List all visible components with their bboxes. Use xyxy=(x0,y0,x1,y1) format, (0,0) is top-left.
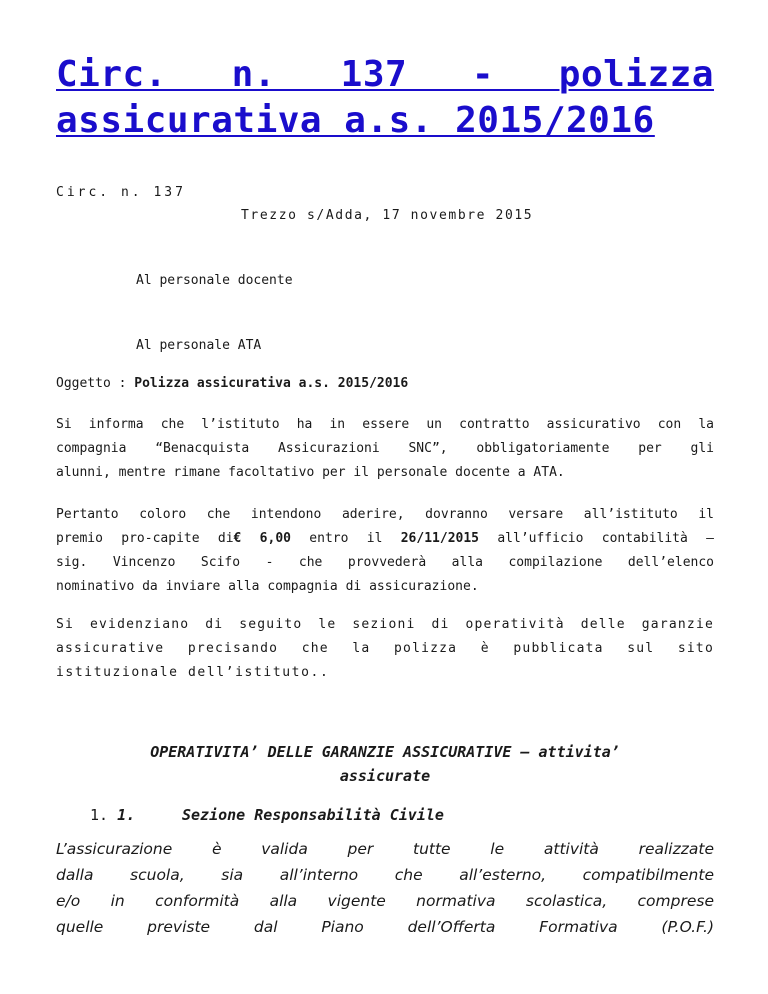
text-segment: all’ufficio contabilità – xyxy=(479,531,714,546)
list-marker-text: 1. xyxy=(90,806,118,824)
subject-label: Oggetto : xyxy=(56,376,135,391)
paragraph-line: alunni, mentre rimane facoltativo per il personale docente a ATA. xyxy=(56,465,565,480)
paragraph-line: dalla scuola, sia all’interno che all’esterno, compatibilmente xyxy=(56,866,714,884)
text-segment: premio pro-capite di xyxy=(56,531,234,546)
subject-text: Polizza assicurativa a.s. 2015/2016 xyxy=(134,376,409,391)
paragraph-liability xyxy=(56,836,714,940)
paragraph-line: Pertanto coloro che intendono aderire, dovranno versare all’istituto il xyxy=(56,507,714,522)
title-link[interactable]: Circ. n. 137 - polizza assicurativa a.s. 2015/2016 xyxy=(56,54,714,141)
recipient-teachers: Al personale docente xyxy=(136,273,293,288)
paragraph-line: e/o in conformità alla vigente normativa scolastica, comprese xyxy=(56,892,714,910)
text-segment: entro il xyxy=(290,531,401,546)
section-heading xyxy=(56,740,714,788)
premium-amount: € 6,00 xyxy=(233,531,291,546)
paragraph-line-amount xyxy=(56,527,714,551)
paragraph-line: nominativo da inviare alla compagnia di assicurazione. xyxy=(56,579,479,594)
section-1-title xyxy=(56,806,444,824)
paragraph-intro xyxy=(56,413,714,485)
paragraph-line: assicurative precisando che la polizza è pubblicata sul sito xyxy=(56,641,714,656)
page-title xyxy=(56,52,714,144)
section-number: 1. xyxy=(117,806,136,824)
deadline-date: 26/11/2015 xyxy=(400,531,480,546)
heading-line: assicurate xyxy=(339,767,431,785)
paragraph-line: sig. Vincenzo Scifo - che provvederà alla compilazione dell’elenco xyxy=(56,555,714,570)
paragraph-line: Si evidenziano di seguito le sezioni di operatività delle garanzie xyxy=(56,617,714,632)
subject-line xyxy=(56,376,408,391)
list-marker xyxy=(56,806,152,824)
paragraph-line: Si informa che l’istituto ha in essere un contratto assicurativo con la xyxy=(56,417,714,432)
paragraph-line: L’assicurazione è valida per tutte le attività realizzate xyxy=(56,840,714,858)
paragraph-line: compagnia “Benacquista Assicurazioni SNC”, obbligatoriamente per gli xyxy=(56,441,714,456)
circular-number: Circ. n. 137 xyxy=(56,185,186,200)
paragraph-sections xyxy=(56,613,714,685)
recipient-ata: Al personale ATA xyxy=(136,338,262,353)
section-label: Sezione Responsabilità Civile xyxy=(182,806,444,824)
heading-line: OPERATIVITA’ DELLE GARANZIE ASSICURATIVE – attivita’ xyxy=(150,743,620,761)
paragraph-line: quelle previste dal Piano dell’Offerta Formativa (P.O.F.) xyxy=(56,918,714,936)
paragraph-payment xyxy=(56,503,714,599)
paragraph-line: istituzionale dell’istituto.. xyxy=(56,665,330,680)
place-date: Trezzo s/Adda, 17 novembre 2015 xyxy=(241,208,534,223)
